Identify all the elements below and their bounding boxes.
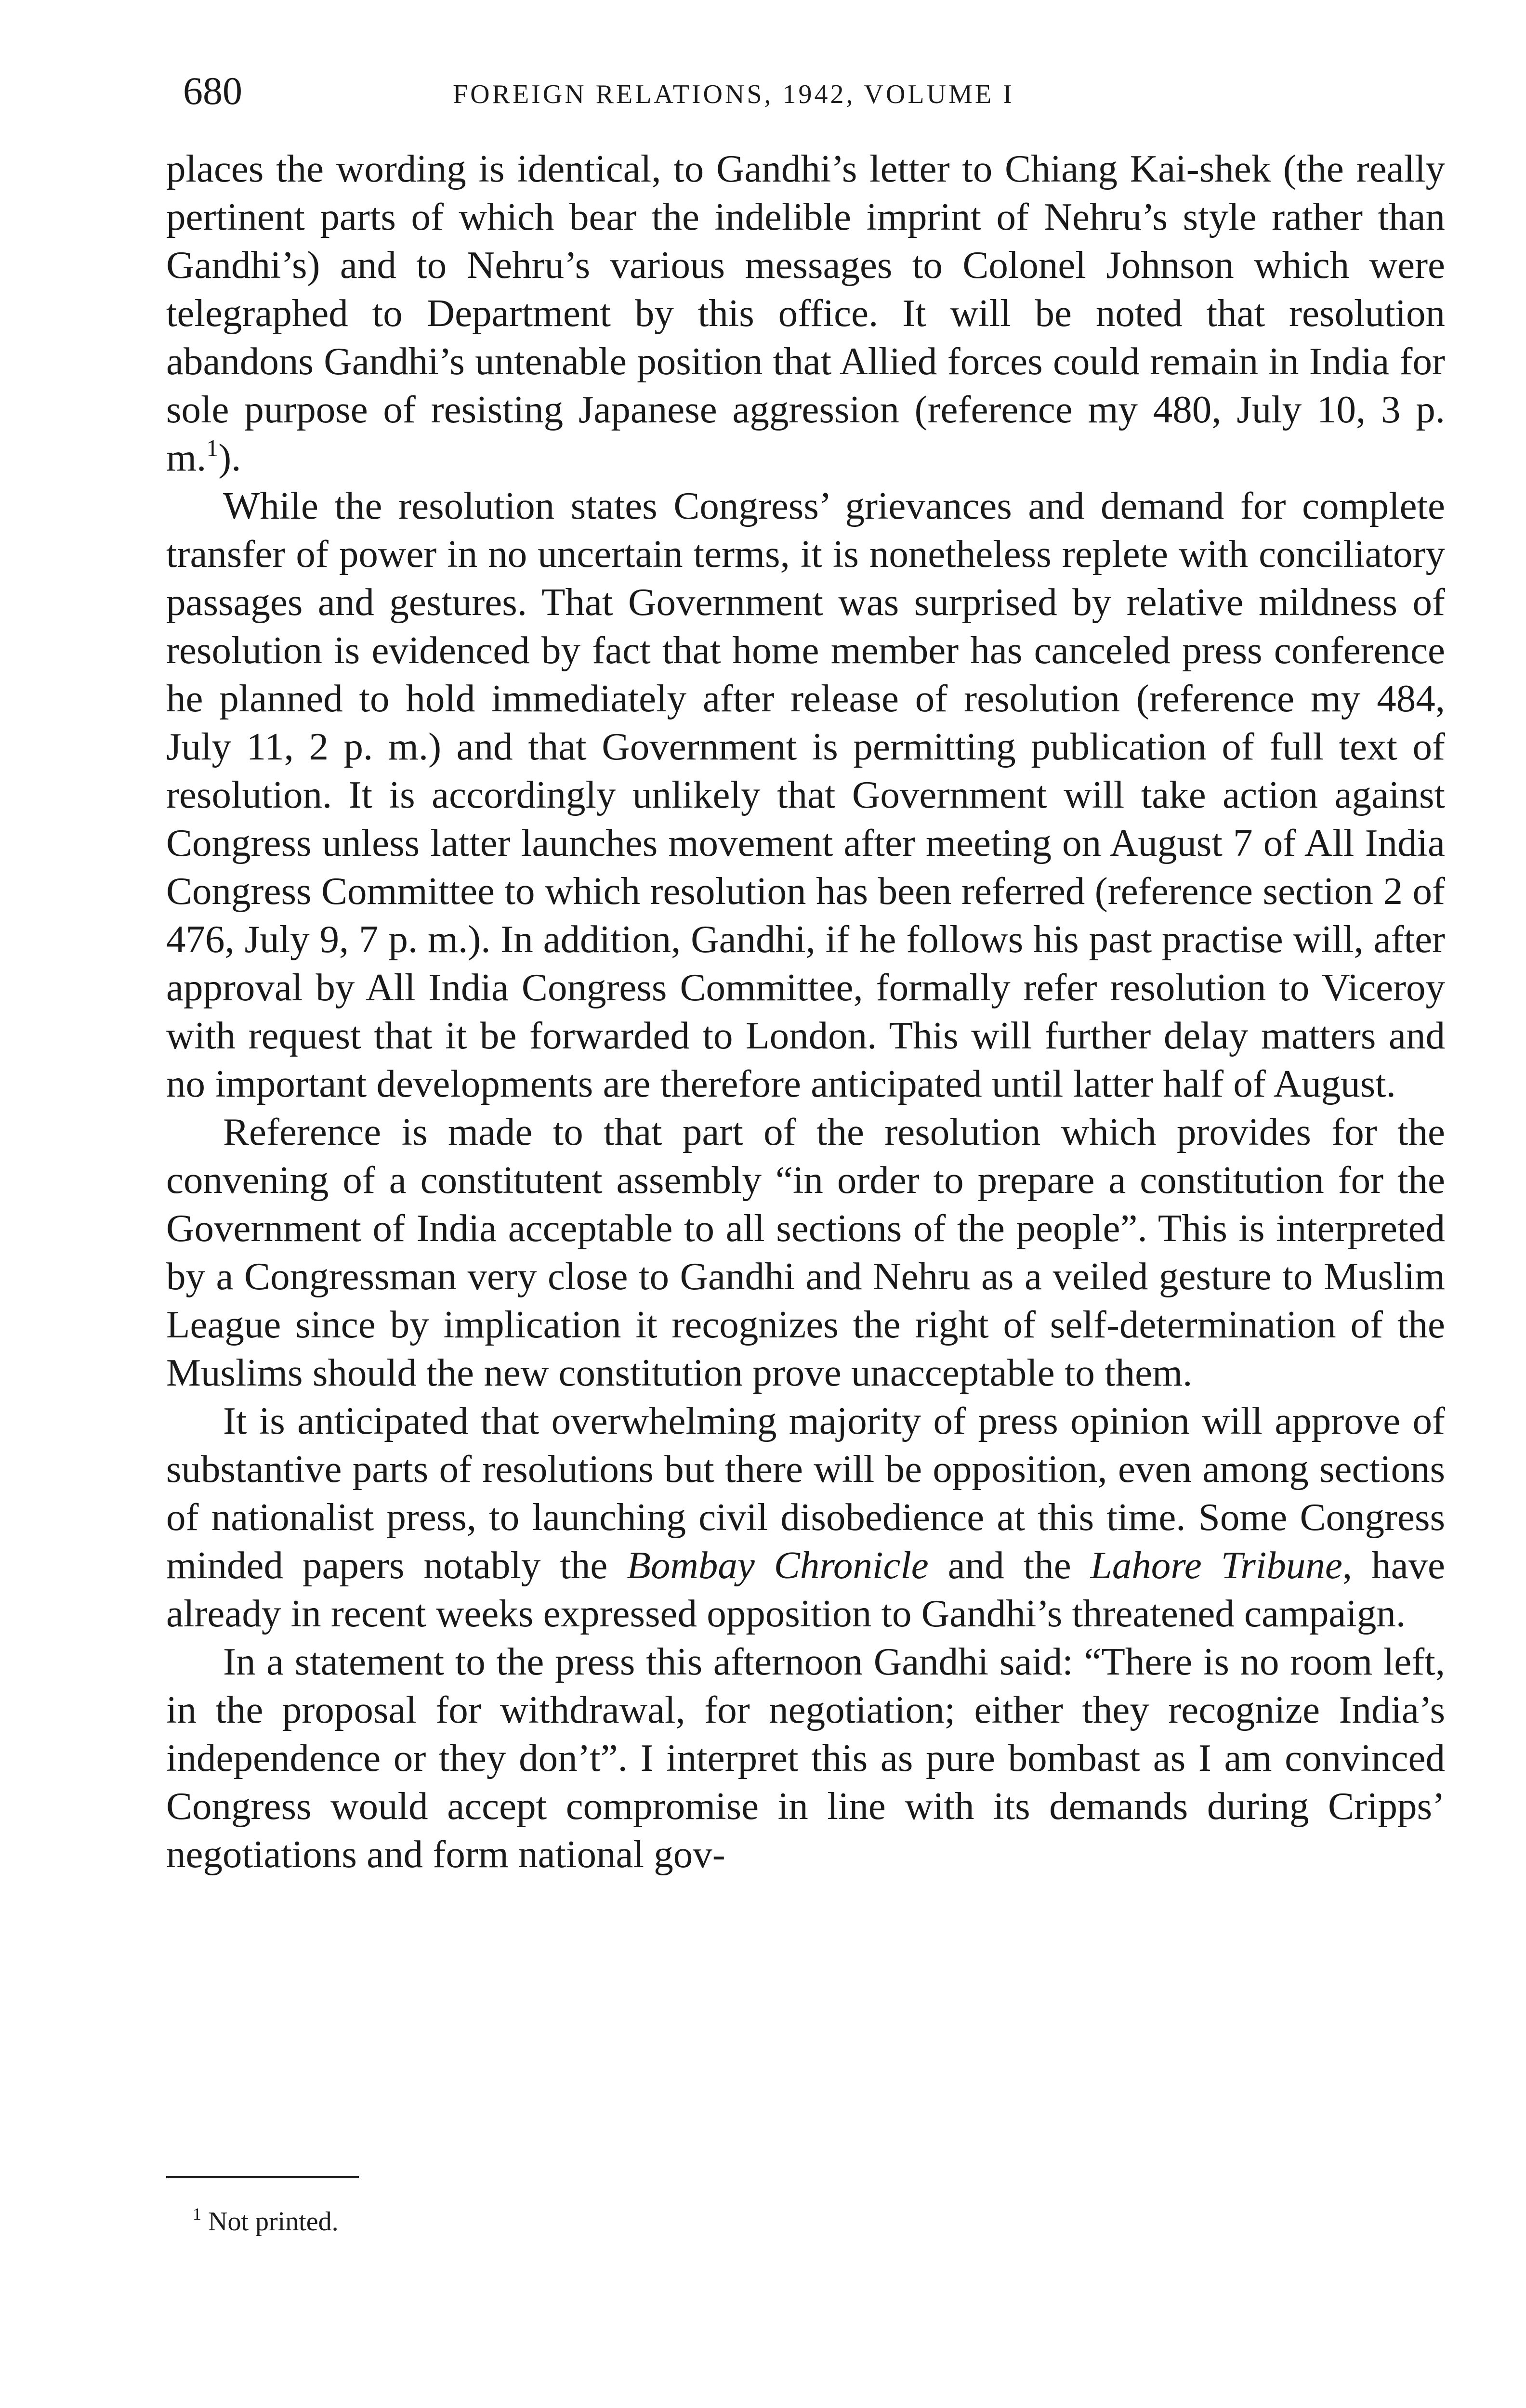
- running-head: FOREIGN RELATIONS, 1942, VOLUME I: [453, 79, 1014, 109]
- newspaper-title: Lahore Tribune: [1090, 1544, 1342, 1587]
- footnote-reference: 1: [206, 434, 219, 461]
- paragraph-text: ).: [218, 436, 241, 479]
- footnote-marker: 1: [193, 2204, 201, 2224]
- paragraph: In a statement to the press this afternoon Gandhi said: “There is no room left, in the proposal for withdrawal, for negotiation; either they recognize India’s independence or they don’t”. I interpret this as pure bombast as I am convinced Congress would accept compromise in line with its demands during Cripps’ negotiations and form national gov-: [166, 1640, 1445, 1876]
- newspaper-title: Bombay Chronicle: [627, 1544, 929, 1587]
- paragraph-text: and the: [928, 1544, 1091, 1587]
- footnote-text: Not printed.: [208, 2207, 339, 2237]
- paragraph: [166, 1397, 1445, 1637]
- paragraph: Reference is made to that part of the resolution which provides for the convening of a constitutent assembly “in order to prepare a constitution for the Government of India acceptable to all sections of the people”. This is interpreted by a Congressman very close to Gandhi and Nehru as a veiled gesture to Muslim League since by implication it recognizes the right of self-determination of the Muslims should the new constitution prove unacceptable to them.: [166, 1110, 1445, 1394]
- paragraph-text: It is anticipated that overwhelming majority of press opinion will approve of substantive parts of resolutions but there will be opposition, even among sections of nationalist press, to launching civil disobedience at this time. Some Congress minded papers notably the: [166, 1399, 1445, 1587]
- footnote: [193, 2206, 339, 2238]
- body-text: [166, 144, 1445, 1878]
- paragraph: While the resolution states Congress’ grievances and demand for complete transfer of power in no uncertain terms, it is nonetheless replete with conciliatory passages and gestures. That Government was surprised by relative mildness of resolution is evidenced by fact that home member has canceled press conference he planned to hold immediately after release of resolution (reference my 484, July 11, 2 p. m.) and that Government is permitting publication of full text of resolution. It is accordingly unlikely that Government will take action against Congress unless latter launches movement after meeting on August 7 of All India Congress Committee to which resolution has been referred (reference section 2 of 476, July 9, 7 p. m.). In addition, Gandhi, if he follows his past practise will, after approval by All India Congress Committee, formally refer resolution to Viceroy with request that it be forwarded to London. This will further delay matters and no important developments are therefore anticipated until latter half of August.: [166, 484, 1445, 1105]
- paragraph-text: , have already in recent weeks expressed opposition to Gandhi’s threatened campaign.: [166, 1544, 1445, 1635]
- page-number: 680: [183, 69, 242, 113]
- paragraph: [166, 144, 1445, 482]
- footnote-divider: [166, 2176, 359, 2178]
- paragraph-text: places the wording is identical, to Gandhi’s letter to Chiang Kai-shek (the really pertinent parts of which bear the indelible imprint of Nehru’s style rather than Gandhi’s) and to Nehru’s various messages to Colonel Johnson which were telegraphed to Department by this office. It will be noted that resolution abandons Gandhi’s untenable position that Allied forces could remain in India for sole purpose of resisting Japanese aggression (reference my 480, July 10, 3 p. m.: [166, 147, 1445, 479]
